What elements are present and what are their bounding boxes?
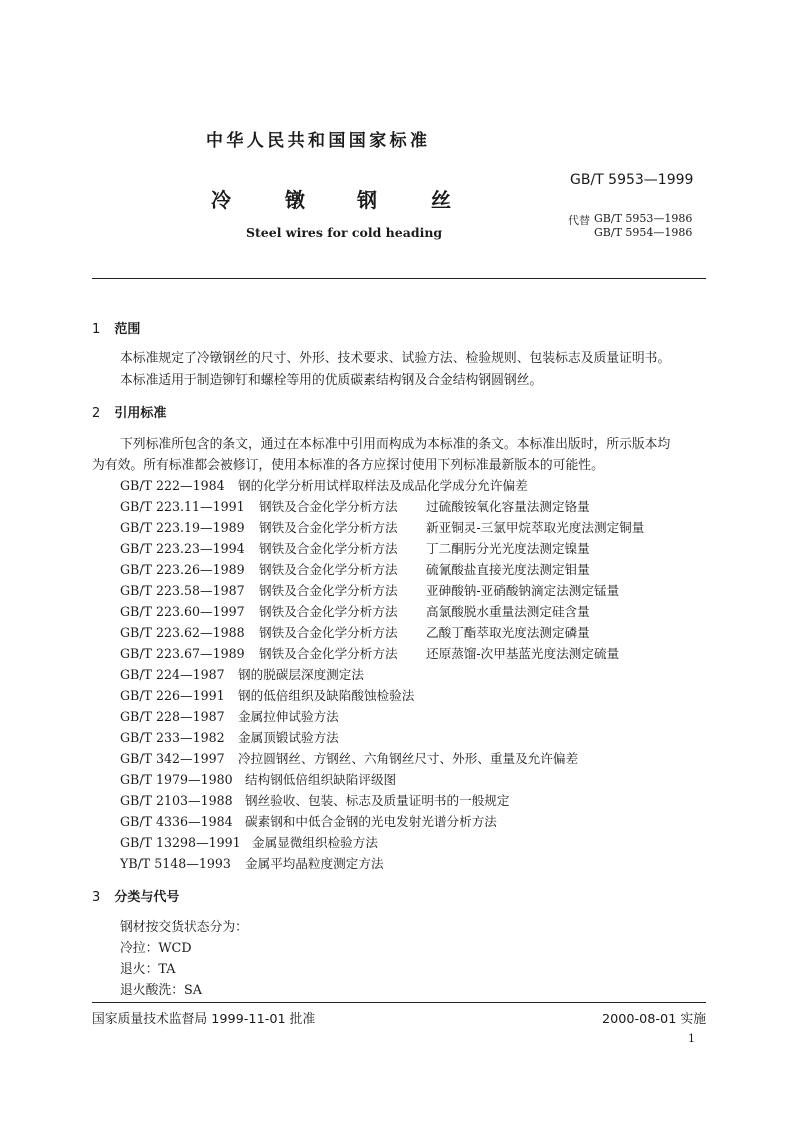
- reference-title: 金属顶锻试验方法: [238, 730, 339, 745]
- section-title: 范围: [114, 322, 141, 337]
- reference-title: 金属显微组织检验方法: [252, 835, 378, 850]
- reference-code: GB/T 1979—1980: [120, 772, 233, 787]
- reference-item: [120, 790, 509, 809]
- replaced-standard: GB/T 5953—1986: [594, 212, 693, 225]
- reference-code: GB/T 226—1991: [120, 688, 225, 703]
- reference-title: 结构钢低倍组织缺陷评级图: [245, 772, 397, 787]
- replaces-label: 代替: [568, 214, 590, 227]
- reference-title: 钢铁及合金化学分析方法: [259, 604, 398, 619]
- reference-item: [120, 706, 339, 725]
- reference-title: 钢铁及合金化学分析方法: [259, 625, 398, 640]
- reference-code: GB/T 223.23—1994: [120, 541, 245, 556]
- reference-title: 钢铁及合金化学分析方法: [259, 520, 398, 535]
- reference-subtitle: 过硫酸铵氧化容量法测定铬量: [426, 499, 590, 514]
- national-standard-heading: 中华人民共和国国家标准: [206, 131, 431, 151]
- reference-code: GB/T 4336—1984: [120, 814, 233, 829]
- replaced-standard: GB/T 5954—1986: [594, 226, 693, 239]
- reference-title: 钢铁及合金化学分析方法: [259, 499, 398, 514]
- reference-item: [120, 769, 396, 788]
- reference-item: [120, 559, 590, 578]
- reference-code: GB/T 223.26—1989: [120, 562, 245, 577]
- section-title: 分类与代号: [114, 890, 180, 905]
- reference-code: GB/T 228—1987: [120, 709, 225, 724]
- reference-title: 钢的化学分析用试样取样法及成品化学成分允许偏差: [238, 478, 528, 493]
- reference-item: [120, 853, 384, 872]
- reference-title: 金属平均晶粒度测定方法: [245, 856, 384, 871]
- reference-title: 钢铁及合金化学分析方法: [259, 583, 398, 598]
- reference-title: 钢铁及合金化学分析方法: [259, 562, 398, 577]
- reference-code: GB/T 223.62—1988: [120, 625, 245, 640]
- reference-item: [120, 496, 590, 515]
- reference-item: [120, 643, 619, 662]
- reference-title: 冷拉圆钢丝、方钢丝、六角钢丝尺寸、外形、重量及允许偏差: [238, 751, 579, 766]
- standard-number: GB/T 5953—1999: [570, 172, 694, 188]
- paragraph: 为有效。所有标准都会被修订，使用本标准的各方应探讨使用下列标准最新版本的可能性。: [92, 458, 604, 473]
- reference-code: YB/T 5148—1993: [120, 856, 231, 871]
- classification-item: 退火：TA: [120, 962, 176, 977]
- reference-subtitle: 还原蒸馏-次甲基蓝光度法测定硫量: [426, 646, 620, 661]
- reference-item: [120, 685, 414, 704]
- reference-title: 钢丝验收、包装、标志及质量证明书的一般规定: [245, 793, 510, 808]
- reference-title: 钢铁及合金化学分析方法: [259, 541, 398, 556]
- effective-date: 2000-08-01 实施: [601, 1012, 706, 1027]
- reference-title: 金属拉伸试验方法: [238, 709, 339, 724]
- paragraph: 下列标准所包含的条文，通过在本标准中引用而构成为本标准的条文。本标准出版时，所示版本均: [120, 437, 671, 452]
- reference-code: GB/T 223.19—1989: [120, 520, 245, 535]
- section-title: 引用标准: [114, 406, 167, 421]
- section-heading: [92, 318, 140, 337]
- reference-item: [120, 475, 528, 494]
- reference-item: [120, 622, 590, 641]
- reference-code: GB/T 223.58—1987: [120, 583, 245, 598]
- classification-item: 退火酸洗：SA: [120, 983, 202, 998]
- reference-code: GB/T 222—1984: [120, 478, 225, 493]
- reference-code: GB/T 223.11—1991: [120, 499, 245, 514]
- title-char: 丝: [431, 188, 451, 212]
- reference-title: 碳素钢和中低合金钢的光电发射光谱分析方法: [245, 814, 497, 829]
- classification-item: 冷拉：WCD: [120, 941, 192, 956]
- paragraph: 钢材按交货状态分为：: [120, 920, 248, 935]
- reference-item: [120, 664, 364, 683]
- reference-item: [120, 727, 339, 746]
- reference-item: [120, 601, 590, 620]
- section-number: 2: [92, 406, 101, 421]
- reference-code: GB/T 2103—1988: [120, 793, 233, 808]
- footer-divider: [92, 1002, 706, 1003]
- reference-code: GB/T 13298—1991: [120, 835, 241, 850]
- section-heading: [92, 886, 179, 905]
- reference-subtitle: 硫氰酸盐直接光度法测定钼量: [426, 562, 590, 577]
- paragraph: 本标准适用于制造铆钉和螺栓等用的优质碳素结构钢及合金结构钢圆钢丝。: [120, 373, 543, 388]
- reference-item: [120, 580, 619, 599]
- reference-title: 钢的低倍组织及缺陷酸蚀检验法: [238, 688, 415, 703]
- title-char: 钢: [357, 188, 377, 212]
- reference-code: GB/T 233—1982: [120, 730, 225, 745]
- reference-code: GB/T 342—1997: [120, 751, 225, 766]
- reference-item: [120, 811, 497, 830]
- reference-item: [120, 538, 590, 557]
- page-number: 1: [688, 1032, 695, 1045]
- paragraph: 本标准规定了冷镦钢丝的尺寸、外形、技术要求、试验方法、检验规则、包装标志及质量证明书。: [120, 351, 671, 366]
- reference-subtitle: 亚砷酸钠-亚硝酸钠滴定法测定锰量: [426, 583, 620, 598]
- reference-title: 钢的脱碳层深度测定法: [238, 667, 364, 682]
- reference-subtitle: 高氯酸脱水重量法测定硅含量: [426, 604, 590, 619]
- reference-item: [120, 748, 578, 767]
- section-number: 1: [92, 322, 101, 337]
- reference-subtitle: 丁二酮肟分光光度法测定镍量: [426, 541, 590, 556]
- reference-subtitle: 新亚铜灵-三氯甲烷萃取光度法测定铜量: [426, 520, 645, 535]
- reference-title: 钢铁及合金化学分析方法: [259, 646, 398, 661]
- section-number: 3: [92, 890, 101, 905]
- reference-code: GB/T 223.67—1989: [120, 646, 245, 661]
- header-divider: [92, 278, 706, 279]
- title-char: 镦: [285, 188, 305, 212]
- reference-subtitle: 乙酸丁酯萃取光度法测定磷量: [426, 625, 590, 640]
- reference-item: [120, 517, 644, 536]
- reference-item: [120, 832, 378, 851]
- title-char: 冷: [211, 188, 231, 212]
- section-heading: [92, 402, 166, 421]
- reference-code: GB/T 223.60—1997: [120, 604, 245, 619]
- reference-code: GB/T 224—1987: [120, 667, 225, 682]
- approval-line: 国家质量技术监督局 1999-11-01 批准: [92, 1012, 316, 1027]
- title-english: Steel wires for cold heading: [246, 225, 443, 240]
